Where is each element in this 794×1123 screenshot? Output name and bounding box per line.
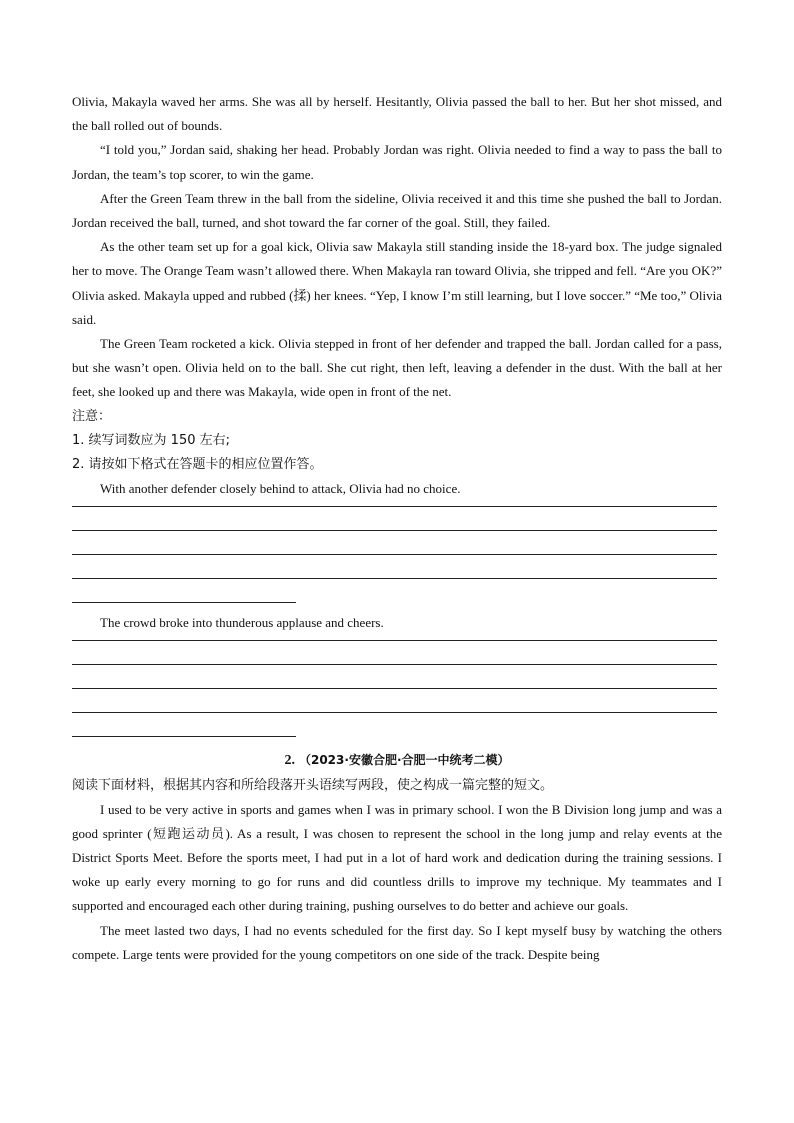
- answer-line: [72, 506, 717, 507]
- note-item-2: 2. 请按如下格式在答题卡的相应位置作答。: [72, 456, 323, 472]
- answer-line: [72, 664, 717, 665]
- material-paragraph-1: I used to be very active in sports and games when I was in primary school. I won the B Division long jump and was a good sprinter (短跑运动员). As a result, I was chosen to represent the school in the long jump and relay events at the District Sports Meet. Before the sports meet, I had put in a lot of hard work and dedication during the training sessions. I woke up early every morning to go for runs and did countless drills to improve my technique. My teammates and I supported and encouraged each other during training, pushing ourselves to do better and achieve our goals.: [72, 801, 722, 914]
- material-paragraph-2: The meet lasted two days, I had no events scheduled for the first day. So I kept myself busy by watching the others compete. Large tents were provided for the young competitors on one side of the track. Despite being: [72, 922, 722, 962]
- paragraph-starter-2: The crowd broke into thunderous applause and cheers.: [100, 614, 384, 630]
- notes-heading: 注意：: [72, 408, 112, 424]
- paragraph-starter-1: With another defender closely behind to attack, Olivia had no choice.: [100, 480, 461, 496]
- answer-lines-1: [72, 506, 722, 603]
- note-item-1: 1. 续写词数应为 150 左右;: [72, 432, 230, 448]
- question-number: 2.: [284, 752, 295, 768]
- answer-line: [72, 712, 717, 713]
- story-paragraph-3: After the Green Team threw in the ball from the sideline, Olivia received it and this time she pushed the ball to Jordan. Jordan received the ball, turned, and shot toward the far corner of the goal. Still, they failed.: [72, 190, 722, 231]
- answer-lines-2: [72, 640, 722, 737]
- answer-line: [72, 688, 717, 689]
- story-paragraph-1: Olivia, Makayla waved her arms. She was all by herself. Hesitantly, Olivia passed the ball to her. But her shot missed, and the ball rolled out of bounds.: [72, 94, 722, 134]
- story-paragraph-2: “I told you,” Jordan said, shaking her head. Probably Jordan was right. Olivia needed to find a way to pass the ball to Jordan, the team’s top scorer, to win the game.: [72, 142, 722, 182]
- question-instruction: 阅读下面材料，根据其内容和所给段落开头语续写两段，使之构成一篇完整的短文。: [72, 777, 554, 793]
- story-paragraph-4: As the other team set up for a goal kick, Olivia saw Makayla still standing inside the 18-yard box. The judge signaled her to move. The Orange Team wasn’t allowed there. When Makayla ran toward Olivia, she tripped and fell. “Are you OK?” Olivia asked. Makayla upped and rubbed (揉) her knees. “Yep, I know I’m still learning, but I love soccer.” “Me too,” Olivia said.: [72, 239, 722, 327]
- answer-line: [72, 736, 296, 737]
- answer-line: [72, 640, 717, 641]
- answer-line: [72, 554, 717, 555]
- document-page: [72, 90, 722, 967]
- answer-line: [72, 530, 717, 531]
- question-source: （2023·安徽合肥·合肥一中统考二模）: [298, 752, 510, 767]
- story-paragraph-5: The Green Team rocketed a kick. Olivia stepped in front of her defender and trapped the ball. Jordan called for a pass, but she wasn’t open. Olivia held on to the ball. She cut right, then left, leaving a defender in the dust. With the ball at her feet, she looked up and there was Makayla, wide open in front of the net.: [72, 336, 722, 400]
- answer-line: [72, 578, 717, 579]
- question-heading: [72, 747, 722, 774]
